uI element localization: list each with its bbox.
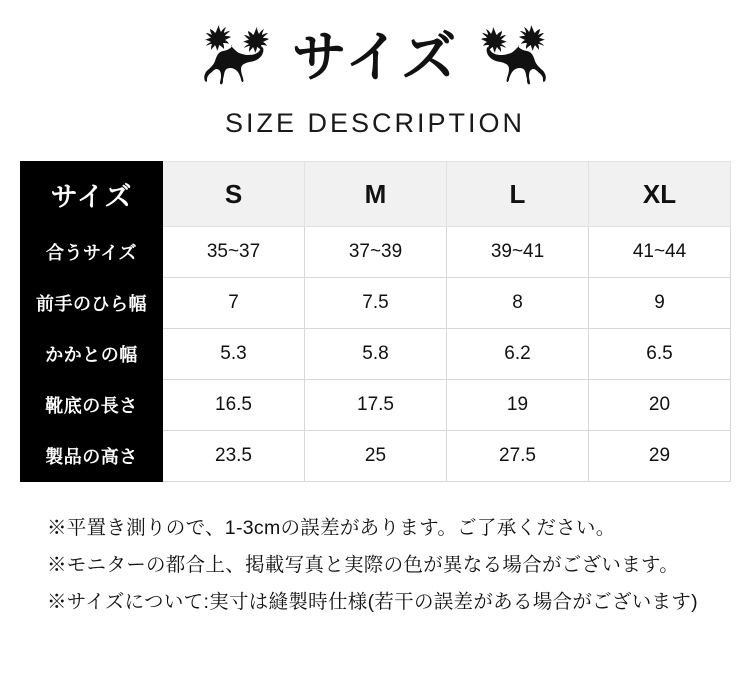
table-cell: 7.5 [305,278,447,329]
table-cell: 5.8 [305,329,447,380]
page-subtitle: SIZE DESCRIPTION [224,108,526,138]
column-header-l: L [447,162,589,227]
table-cell: 39~41 [447,227,589,278]
table-cell: 19 [447,380,589,431]
table-cell: 37~39 [305,227,447,278]
table-cell: 17.5 [305,380,447,431]
table-cell: 35~37 [163,227,305,278]
table-cell: 29 [589,431,731,482]
deer-icon [476,22,548,92]
note-line: ※サイズについて:実寸は縫製時仕様(若干の誤差がある場合がございます) [47,591,698,614]
row-label: かかとの幅 [21,329,163,380]
table-cell: 27.5 [447,431,589,482]
row-label: 製品の高さ [21,431,163,482]
page-title: サイズ [291,25,459,88]
table-row [21,380,731,431]
title-row [0,18,750,96]
size-table [20,161,731,482]
table-cell: 8 [447,278,589,329]
table-cell: 16.5 [163,380,305,431]
table-header-row [21,162,731,227]
page-header [0,0,750,139]
table-cell: 6.5 [589,329,731,380]
table-row [21,278,731,329]
note-line: ※モニターの都合上、掲載写真と実際の色が異なる場合がございます。 [47,554,680,577]
row-label: 靴底の長さ [21,380,163,431]
table-cell: 23.5 [163,431,305,482]
column-header-xl: XL [589,162,731,227]
table-cell: 20 [589,380,731,431]
column-header-s: S [163,162,305,227]
table-cell: 41~44 [589,227,731,278]
table-cell: 6.2 [447,329,589,380]
note-line: ※平置き測りので、1-3cmの誤差があります。ご了承ください。 [47,517,616,539]
table-cell: 5.3 [163,329,305,380]
table-corner-label: サイズ [21,162,163,227]
table-cell: 25 [305,431,447,482]
table-row [21,227,731,278]
row-label: 合うサイズ [21,227,163,278]
table-cell: 7 [163,278,305,329]
size-table-wrapper [20,161,730,482]
row-label: 前手のひら幅 [21,278,163,329]
table-row [21,329,731,380]
table-cell: 9 [589,278,731,329]
notes-section [25,510,725,621]
deer-icon [202,22,274,92]
table-row [21,431,731,482]
column-header-m: M [305,162,447,227]
